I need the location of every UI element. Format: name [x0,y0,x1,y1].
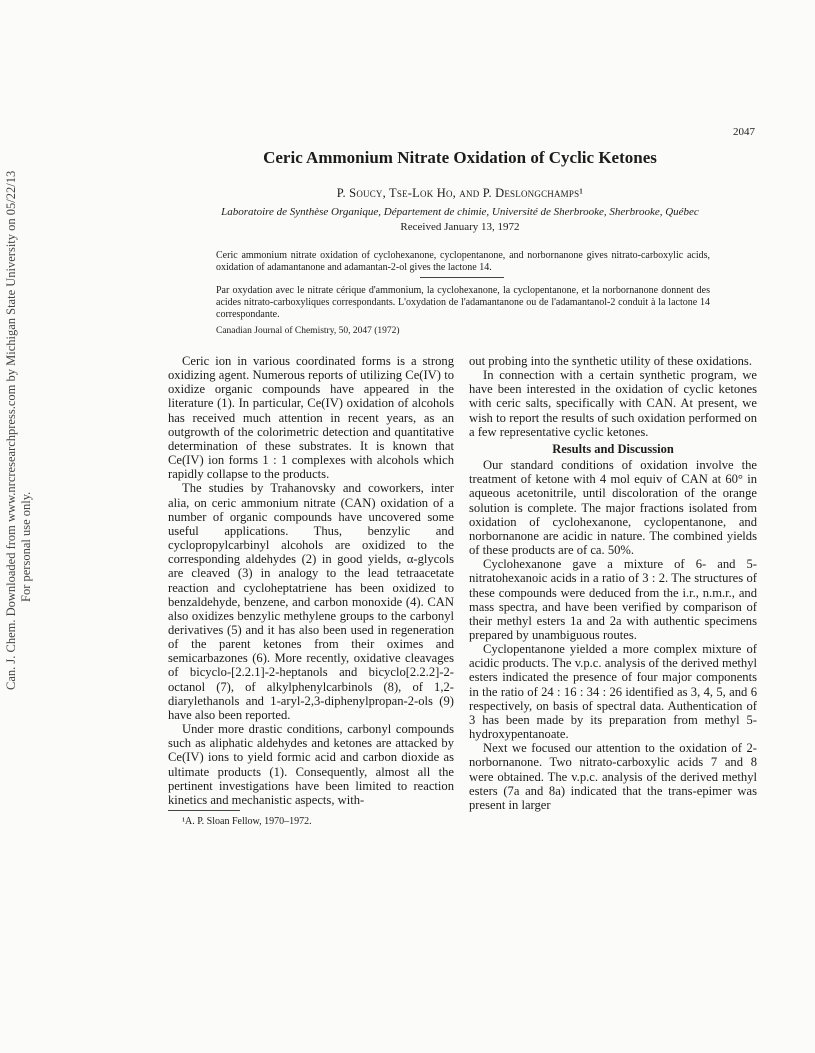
paragraph: Cyclopentanone yielded a more complex mixture of acidic products. The v.p.c. analysis of the derived methyl esters indicated the presence of four major components in the ratio of 24 : 16 : 34 : 26 identified as 3, 4, 5, and 6 respectively, on basis of spectral data. Authentication of 3 has been made by its preparation from methyl 5-hydroxypentanoate. [469,642,757,742]
journal-citation: Canadian Journal of Chemistry, 50, 2047 (1972) [216,326,400,336]
paragraph: The studies by Trahanovsky and coworkers, inter alia, on ceric ammonium nitrate (CAN) oxidation of a number of organic compounds have uncovered some useful applications. Thus, benzylic and cyclopropylcarbinyl alcohols are oxidized to the corresponding aldehydes (2) in good yields, α-glycols are cleaved (3) in analogy to the lead tetraacetate reaction and cycloheptatriene has been oxidized to benzaldehyde, benzene, and carbon monoxide (4). CAN also oxidizes benzylic methylene groups to the carbonyl derivatives (5) and it has also been used in regeneration of the parent ketones from their oximes and semicarbazones (6). More recently, oxidative cleavages of bicyclo-[2.2.1]-2-heptanols and bicyclo[2.2.2]-2-octanol (7), of alkylphenylcarbinols (8), of 1,2-diarylethanols and 1-aryl-2,3-diphenylpropan-2-ols (9) have also been reported. [168,481,454,722]
author-names: P. Soucy, Tse-Lok Ho, and P. Deslongchamps¹ [336,186,584,200]
page-number: 2047 [733,126,755,138]
abstract-french: Par oxydation avec le nitrate cérique d'ammonium, la cyclohexanone, la cyclopentanone, et la norbornanone donnent des acides nitrato-carboxyliques correspondants. L'oxydation de l'adamantanone ou de l'adamantanol-2 conduit à la lactone 14 correspondante. [216,285,710,321]
abstract-divider [420,277,504,278]
right-column [469,354,757,812]
paragraph: Our standard conditions of oxidation involve the treatment of ketone with 4 mol equiv of CAN at 60° in aqueous acetonitrile, until discoloration of the orange solution is complete. The major fractions isolated from oxidation of cyclohexanone, cyclopentanone, and norbornanone are acidic in nature. The combined yields of these products are of ca. 50%. [469,458,757,558]
affiliation: Laboratoire de Synthèse Organique, Département de chimie, Université de Sherbrooke, Sherbrooke, Québec [221,206,699,218]
paragraph: Cyclohexanone gave a mixture of 6- and 5-nitratohexanoic acids in a ratio of 3 : 2. The structures of these compounds were deduced from the i.r., n.m.r., and mass spectra, and have been verified by comparison of their methyl esters 1a and 2a with authentic specimens prepared by unambiguous routes. [469,557,757,642]
paragraph: Under more drastic conditions, carbonyl compounds such as aliphatic aldehydes and ketones are attacked by Ce(IV) ions to yield formic acid and carbon dioxide as ultimate products (1). Consequently, almost all the pertinent investigations have been limited to reaction kinetics and mechanistic aspects, with- [168,722,454,807]
footnote: ¹A. P. Sloan Fellow, 1970–1972. [182,816,312,827]
received-date: Received January 13, 1972 [400,221,520,233]
abstract-english: Ceric ammonium nitrate oxidation of cyclohexanone, cyclopentanone, and norbornanone gives nitrato-carboxylic acids, oxidation of adamantanone and adamantan-2-ol gives the lactone 14. [216,250,710,274]
watermark-line-1: Can. J. Chem. Downloaded from www.nrcresearchpress.com by Michigan State University on 05/22/13 [4,170,18,690]
watermark-line-2: For personal use only. [19,491,33,602]
paragraph: Ceric ion in various coordinated forms is a strong oxidizing agent. Numerous reports of utilizing Ce(IV) to oxidize organic compounds have appeared in the literature (1). In particular, Ce(IV) oxidation of alcohols has received much attention in recent years, as an outgrowth of the colorimetric detection and quantitative determination of these substrates. It is known that Ce(IV) ion forms 1 : 1 complexes with alcohols which rapidly collapse to the products. [168,354,454,482]
footnote-divider [168,810,240,811]
authors [210,186,710,201]
article-title: Ceric Ammonium Nitrate Oxidation of Cyclic Ketones [263,148,657,167]
paragraph: Next we focused our attention to the oxidation of 2-norbornanone. Two nitrato-carboxylic acids 7 and 8 were obtained. The v.p.c. analysis of the derived methyl esters (7a and 8a) indicated that the trans-epimer was present in larger [469,741,757,812]
download-watermark [4,171,34,690]
paragraph: In connection with a certain synthetic program, we have been interested in the oxidation of cyclic ketones with ceric salts, specifically with CAN. At present, we wish to report the results of such oxidation performed on a few representative cyclic ketones. [469,368,757,439]
section-heading: Results and Discussion [552,441,674,456]
left-column [168,354,454,829]
paragraph: out probing into the synthetic utility of these oxidations. [469,354,752,368]
